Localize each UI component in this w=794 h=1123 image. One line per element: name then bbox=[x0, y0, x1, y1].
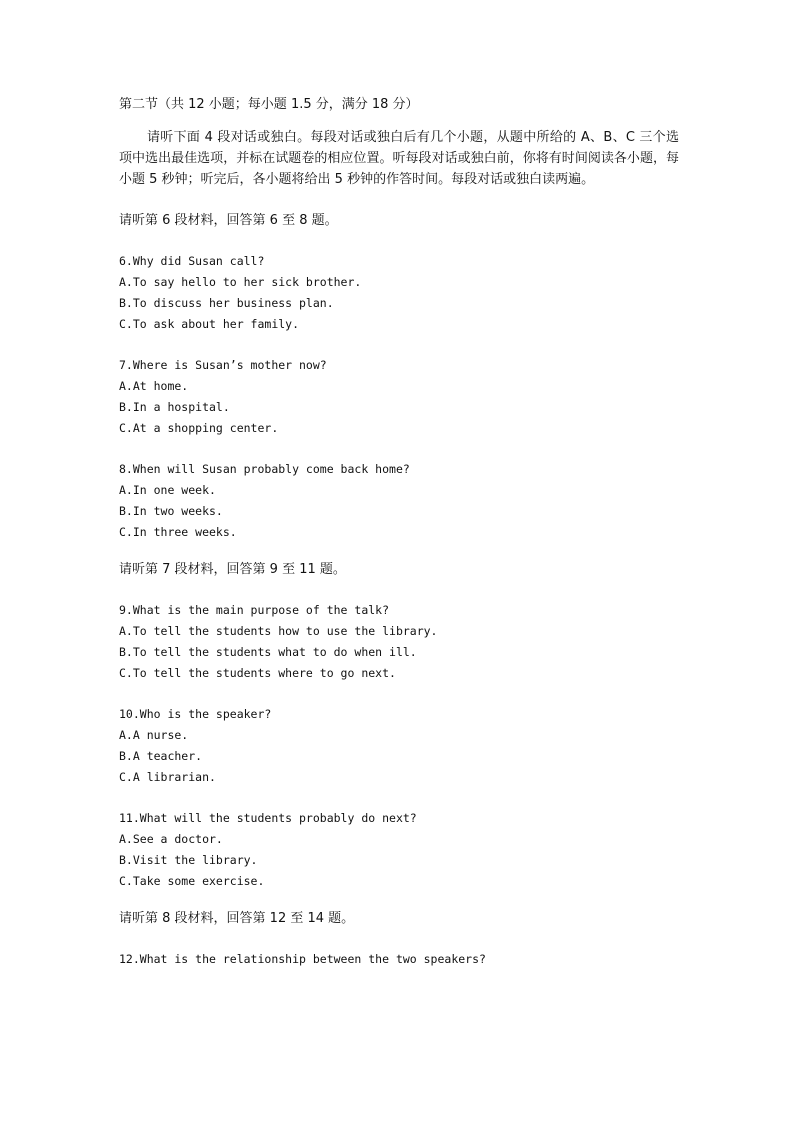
option-b: B.In two weeks. bbox=[119, 504, 223, 518]
option-c: C.To ask about her family. bbox=[119, 317, 300, 331]
question-7 bbox=[119, 355, 679, 439]
material-heading: 请听第 7 段材料，回答第 9 至 11 题。 bbox=[119, 562, 346, 577]
question-11 bbox=[119, 808, 679, 892]
question-6 bbox=[119, 251, 679, 335]
option-c: C.To tell the students where to go next. bbox=[119, 666, 396, 680]
option-a: A.At home. bbox=[119, 379, 189, 393]
option-c: C.In three weeks. bbox=[119, 525, 237, 539]
option-b: B.To tell the students what to do when ill. bbox=[119, 645, 417, 659]
option-b: B.In a hospital. bbox=[119, 400, 230, 414]
section-title: 第二节（共 12 小题；每小题 1.5 分，满分 18 分） bbox=[119, 97, 419, 112]
section-instructions: 请听下面 4 段对话或独白。每段对话或独白后有几个小题，从题中所给的 A、B、C 三个选项中选出最佳选项，并标在试题卷的相应位置。听每段对话或独白前，你将有时间阅读各小题，每小题 5 秒钟；听完后，各小题将给出 5 秒钟的作答时间。每段对话或独白读两遍。 bbox=[119, 130, 679, 187]
option-a: A.To tell the students how to use the library. bbox=[119, 624, 438, 638]
material-heading: 请听第 8 段材料，回答第 12 至 14 题。 bbox=[119, 911, 355, 926]
option-b: B.Visit the library. bbox=[119, 853, 258, 867]
question-stem: 7.Where is Susan’s mother now? bbox=[119, 358, 327, 372]
question-stem: 12.What is the relationship between the two speakers? bbox=[119, 952, 486, 966]
question-stem: 11.What will the students probably do next? bbox=[119, 811, 417, 825]
question-stem: 9.What is the main purpose of the talk? bbox=[119, 603, 390, 617]
document-page bbox=[119, 94, 679, 990]
question-10 bbox=[119, 704, 679, 788]
option-c: C.A librarian. bbox=[119, 770, 216, 784]
option-b: B.A teacher. bbox=[119, 749, 203, 763]
question-stem: 10.Who is the speaker? bbox=[119, 707, 272, 721]
question-9 bbox=[119, 600, 679, 684]
question-12 bbox=[119, 949, 679, 970]
option-a: A.In one week. bbox=[119, 483, 216, 497]
question-8 bbox=[119, 459, 679, 543]
question-stem: 8.When will Susan probably come back home? bbox=[119, 462, 410, 476]
option-a: A.To say hello to her sick brother. bbox=[119, 275, 362, 289]
option-c: C.Take some exercise. bbox=[119, 874, 265, 888]
option-b: B.To discuss her business plan. bbox=[119, 296, 334, 310]
option-a: A.A nurse. bbox=[119, 728, 189, 742]
material-heading: 请听第 6 段材料，回答第 6 至 8 题。 bbox=[119, 213, 338, 228]
option-c: C.At a shopping center. bbox=[119, 421, 279, 435]
question-stem: 6.Why did Susan call? bbox=[119, 254, 265, 268]
option-a: A.See a doctor. bbox=[119, 832, 223, 846]
